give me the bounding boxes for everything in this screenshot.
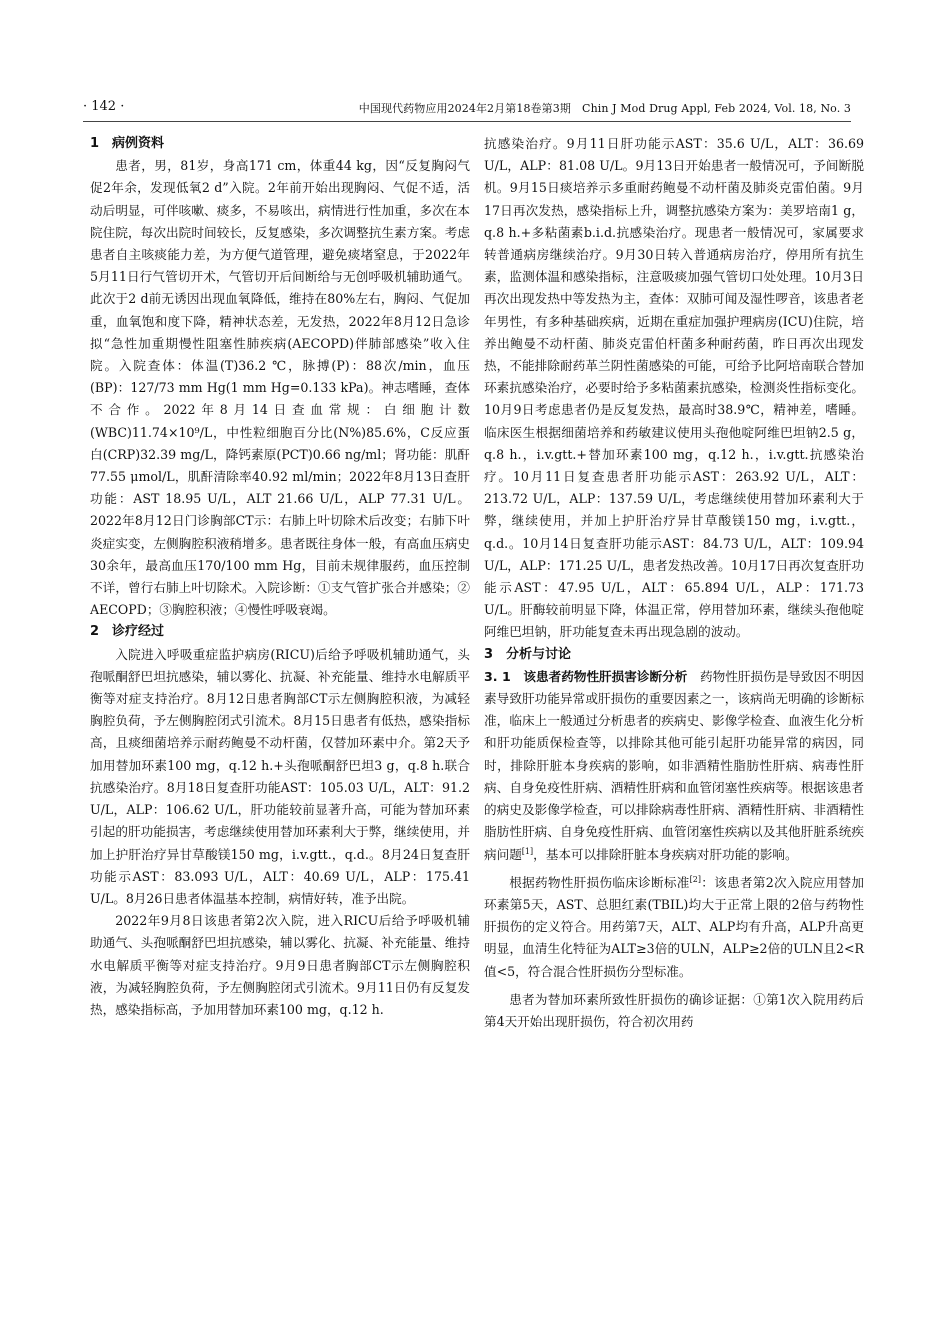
section-3-heading: 3 分析与讨论: [484, 646, 572, 662]
criteria-text-head: 根据药物性肝损伤临床诊断标准: [509, 874, 690, 890]
treatment-paragraph-continued: 抗感染治疗。9月11日肝功能示AST：35.6 U/L，ALT：36.69 U/L，ALP：81.08 U/L。9月13日开始患者一般情况可，予间断脱机。9月15日痰培养示多重耐药鲍曼不动杆菌及肺炎克雷伯菌。9月17日再次发热，感染指标上升，调整抗感染方案为：美罗培南1 g，q.8 h.+多粘菌素b.i.d.抗感染治疗。现患者一般情况可，家属要求转普通病房继续治疗。9月30日转入普通病房治疗，停用所有抗生素，监测体温和感染指标，注意吸痰加强气管切口处处理。10月3日再次出现发热中等发热为主，查体：双肺可闻及湿性啰音，该患者老年男性，有多种基础疾病，近期在重症加强护理病房(ICU)住院，培养出鲍曼不动杆菌、肺炎克雷伯杆菌多种耐药菌，昨日再次出现发热，不能排除耐药革兰阴性菌感染的可能，可给予比阿培南联合替加环素抗感染治疗，必要时给予多粘菌素抗感染，检测炎性指标变化。10月9日考虑患者仍是反复发热，最高时38.9℃，精神差，嗜睡。临床医生根据细菌培养和药敏建议使用头孢他啶阿维巴坦钠2.5 g，q.8 h.，i.v.gtt.+替加环素100 mg，q.12 h.，i.v.gtt.抗感染治疗。10月11日复查患者肝功能示AST：263.92 U/L，ALT：213.72 U/L，ALP：137.59 U/L，考虑继续使用替加环素利大于弊，继续使用，并加上护肝治疗异甘草酸镁150 mg，i.v.gtt.，q.d.。10月14日复查肝功能示AST：84.73 U/L，ALT：109.94 U/L，ALP：171.25 U/L，患者发热改善。10月17日再次复查肝功能示AST：47.95 U/L，ALT：65.894 U/L，ALP：171.73 U/L。肝酶较前明显下降，体温正常，停用替加环素，继续头孢他啶阿维巴坦钠，肝功能复查未再出现急剧的波动。: [484, 136, 864, 640]
section-1-heading: 1 病例资料: [90, 136, 165, 151]
right-column: [484, 133, 864, 1033]
analysis-paragraph-2: [484, 872, 864, 983]
citation-1[interactable]: [1]: [521, 846, 534, 856]
section-2-heading: 2 诊疗经过: [90, 624, 165, 640]
treatment-paragraph-1: 入院进入呼吸重症监护病房(RICU)后给予呼吸机辅助通气，头孢哌酮舒巴坦抗感染，辅以雾化、抗凝、补充能量、维持水电解质平衡等对症支持治疗。8月12日患者胸部CT示左侧胸腔积液，为减轻胸腔负荷，予左侧胸腔闭式引流术。8月15日患者有低热，感染指标高，且痰细菌培养示耐药鲍曼不动杆菌，仅替加环素中介。第2天予加用替加环素100 mg，q.12 h.+头孢哌酮舒巴坦3 g，q.8 h.联合抗感染治疗。8月18日复查肝功能AST：105.03 U/L，ALT：91.2 U/L，ALP：106.62 U/L，肝功能较前显著升高，可能为替加环素引起的肝功能损害，考虑继续使用替加环素利大于弊，继续使用，并加上护肝治疗异甘草酸镁150 mg，i.v.gtt.，q.d.。8月24日复查肝功能示AST：83.093 U/L，ALT：40.69 U/L，ALP：175.41 U/L。8月26日患者体温基本控制，病情好转，准予出院。: [90, 646, 470, 906]
analysis-text: 药物性肝损伤是导致因不明因素导致肝功能异常或肝损伤的重要因素之一，该病尚无明确的诊断标准，临床上一般通过分析患者的疾病史、影像学检查、血液生化分析和肝功能质保检查等，以排除其他可能引起肝功能异常的病因，同时，排除肝脏本身疾病的影响，如非酒精性脂肪性肝病、病毒性肝病、自身免疫性肝病、酒精性肝病和血管闭塞性疾病等。根据该患者的病史及影像学检查，可以排除病毒性肝病、酒精性肝病、非酒精性脂肪性肝病、自身免疫性肝病、血管闭塞性疾病以及其他肝脏系统疾病问题: [484, 668, 865, 862]
criteria-text: ：该患者第2次入院应用替加环素第5天，AST、总胆红素(TBIL)均大于正常上限的2倍与药物性肝损伤的定义符合。用药第7天，ALT、ALP均有升高，ALP升高更明显，血清生化特征为ALT≥3倍的ULN，ALP≥2倍的ULN且2<R值<5，符合混合性肝损伤分型标准。: [484, 874, 864, 979]
analysis-paragraph-3: 患者为替加环素所致性肝损伤的确诊证据：①第1次入院用药后第4天开始出现肝损伤，符合初次用药: [484, 991, 864, 1029]
left-column: [90, 133, 470, 1021]
running-head: 中国现代药物应用2024年2月第18卷第3期 Chin J Mod Drug Appl, Feb 2024, Vol. 18, No. 3: [358, 102, 851, 115]
case-paragraph: 患者，男，81岁，身高171 cm，体重44 kg，因“反复胸闷气促2年余，发现低氧2 d”入院。2年前开始出现胸闷、气促不适，活动后明显，可伴咳嗽、痰多，不易咳出，病情进行性加重，多次在本院住院，每次出院时间较长，反复感染，多次调整抗生素方案。考虑患者自主咳痰能力差，为方便气道管理，避免痰堵窒息，于2022年5月11日行气管切开术，气管切开后间断给与无创呼吸机辅助通气。此次于2 d前无诱因出现血氧降低，维持在80%左右，胸闷、气促加重，血氧饱和度下降，精神状态差，无发热，2022年8月12日急诊拟“急性加重期慢性阻塞性肺疾病(AECOPD)伴肺部感染”收入住院。入院查体：体温(T)36.2 ℃，脉搏(P)：88次/min，血压(BP)：127/73 mm Hg(1 mm Hg=0.133 kPa)。神志嗜睡，查体不合作。2022年8月14日查血常规：白细胞计数(WBC)11.74×10⁹/L，中性粒细胞百分比(N%)85.6%，C反应蛋白(CRP)32.39 mg/L，降钙素原(PCT)0.66 ng/ml；肾功能：肌酐77.55 μmol/L，肌酐清除率40.92 ml/min；2022年8月13日查肝功能：AST 18.95 U/L，ALT 21.66 U/L，ALP 77.31 U/L。2022年8月12日门诊胸部CT示：右肺上叶切除术后改变；右肺下叶炎症实变，左侧胸腔积液稍增多。患者既往身体一般，有高血压病史30余年，最高血压170/100 mm Hg，目前未规律服药，血压控制不详，曾行右肺上叶切除术。入院诊断：①支气管扩张合并感染；② AECOPD；③胸腔积液；④慢性呼吸衰竭。: [90, 158, 470, 618]
treatment-paragraph-2: 2022年9月8日该患者第2次入院，进入RICU后给予呼吸机辅助通气、头孢哌酮舒巴坦抗感染，辅以雾化、抗凝、补充能量、维持水电解质平衡等对症支持治疗。9月9日患者胸部CT示左侧胸腔积液，为减轻胸腔负荷，予左侧胸腔闭式引流术。9月11日仍有反复发热，感染指标高，予加用替加环素100 mg，q.12 h.: [90, 913, 470, 1017]
analysis-paragraph-1: [484, 666, 864, 866]
header-rule: [83, 121, 851, 122]
analysis-text-tail: ，基本可以排除肝脏本身疾病对肝功能的影响。: [533, 846, 798, 862]
page-number: · 142 ·: [83, 99, 125, 114]
citation-2[interactable]: [2]: [689, 874, 701, 884]
subsection-3-1-heading: 3. 1 该患者药物性肝损害诊断分析: [484, 668, 688, 684]
